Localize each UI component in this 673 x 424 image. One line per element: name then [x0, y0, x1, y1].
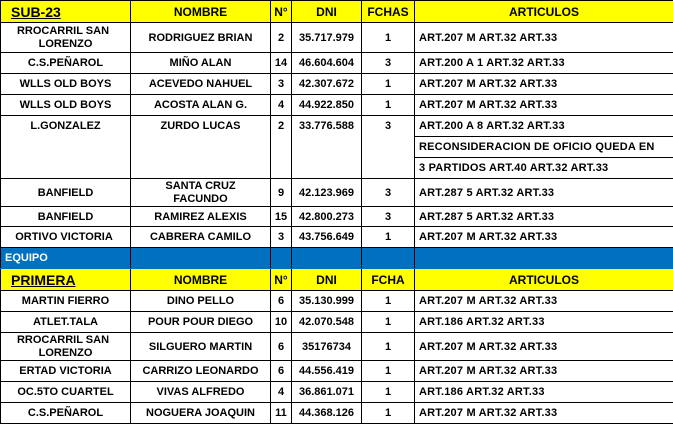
- table-row: [1, 312, 673, 333]
- player-dni: 43.756.649: [292, 227, 362, 248]
- club-cell: WLLS OLD BOYS: [1, 95, 131, 116]
- dates-count: 1: [362, 23, 415, 53]
- club-line: LORENZO: [3, 38, 128, 51]
- club-cell: BANFIELD: [1, 207, 131, 227]
- table-row-continuation: [1, 158, 673, 179]
- empty-cell: [1, 158, 131, 179]
- player-number: 14: [271, 53, 292, 74]
- club-cell: L.GONZALEZ: [1, 116, 131, 137]
- club-cell: [1, 23, 131, 53]
- dates-count: 1: [362, 333, 415, 361]
- dates-count: 1: [362, 291, 415, 312]
- player-number: 15: [271, 207, 292, 227]
- articles: ART.186 ART.32 ART.33: [415, 312, 673, 333]
- club-cell: [1, 333, 131, 361]
- empty-cell: [292, 158, 362, 179]
- articles: ART.207 M ART.32 ART.33: [415, 95, 673, 116]
- table-row: [1, 361, 673, 382]
- table-row: [1, 382, 673, 403]
- col-header-dni: DNI: [292, 1, 362, 23]
- col-header-n: N°: [271, 1, 292, 23]
- separator-label: EQUIPO: [1, 248, 131, 269]
- dates-count: 1: [362, 227, 415, 248]
- player-dni: 36.861.071: [292, 382, 362, 403]
- player-dni: 44.368.126: [292, 403, 362, 424]
- table-row: [1, 179, 673, 207]
- player-name: ZURDO LUCAS: [131, 116, 271, 137]
- player-dni: 35176734: [292, 333, 362, 361]
- club-line: LORENZO: [3, 347, 128, 360]
- club-name: ORTIVO VICTORIA: [1, 231, 131, 243]
- player-name: SILGUERO MARTIN: [131, 333, 271, 361]
- player-dni: 35.717.979: [292, 23, 362, 53]
- col-header-nombre: NOMBRE: [131, 269, 271, 291]
- table-row: [1, 291, 673, 312]
- col-header-fechas: FCHAS: [362, 1, 415, 23]
- player-number: 4: [271, 382, 292, 403]
- player-dni: 42.070.548: [292, 312, 362, 333]
- player-number: 2: [271, 116, 292, 137]
- articles: ART.287 5 ART.32 ART.33: [415, 179, 673, 207]
- empty-cell: [292, 137, 362, 158]
- sub23-header-row: [1, 1, 673, 23]
- player-number: 2: [271, 23, 292, 53]
- empty-cell: [271, 158, 292, 179]
- empty-cell: [362, 248, 415, 269]
- dates-count: 1: [362, 382, 415, 403]
- player-name: ACOSTA ALAN G.: [131, 95, 271, 116]
- player-number: 10: [271, 312, 292, 333]
- col-header-nombre: NOMBRE: [131, 1, 271, 23]
- dates-count: 3: [362, 207, 415, 227]
- player-dni: 35.130.999: [292, 291, 362, 312]
- articles: ART.287 5 ART.32 ART.33: [415, 207, 673, 227]
- club-name: ERTAD VICTORIA: [1, 365, 131, 377]
- dates-count: 1: [362, 95, 415, 116]
- col-header-fechas: FCHA: [362, 269, 415, 291]
- empty-cell: [292, 248, 362, 269]
- empty-cell: [131, 248, 271, 269]
- empty-cell: [362, 137, 415, 158]
- articles: ART.207 M ART.32 ART.33: [415, 74, 673, 95]
- articles: ART.200 A 8 ART.32 ART.33: [415, 116, 673, 137]
- col-header-n: N°: [271, 269, 292, 291]
- player-dni: 42.123.969: [292, 179, 362, 207]
- articles: ART.200 A 1 ART.32 ART.33: [415, 53, 673, 74]
- articles: ART.207 M ART.32 ART.33: [415, 291, 673, 312]
- table-row: [1, 207, 673, 227]
- col-header-articulos: ARTICULOS: [415, 269, 673, 291]
- category-title: PRIMERA: [1, 269, 131, 291]
- dates-count: 1: [362, 312, 415, 333]
- player-dni: 42.800.273: [292, 207, 362, 227]
- dates-count: 3: [362, 53, 415, 74]
- category-title: SUB-23: [1, 1, 131, 23]
- empty-cell: [271, 248, 292, 269]
- player-name: RAMIREZ ALEXIS: [131, 207, 271, 227]
- dates-count: 3: [362, 116, 415, 137]
- empty-cell: [131, 137, 271, 158]
- club-cell: WLLS OLD BOYS: [1, 74, 131, 95]
- club-cell: [1, 361, 131, 382]
- table-row: [1, 23, 673, 53]
- club-cell: OC.5TO CUARTEL: [1, 382, 131, 403]
- table-row: [1, 53, 673, 74]
- empty-cell: [271, 137, 292, 158]
- empty-cell: [1, 137, 131, 158]
- player-number: 9: [271, 179, 292, 207]
- player-dni: 33.776.588: [292, 116, 362, 137]
- dates-count: 1: [362, 403, 415, 424]
- club-line: RROCARRIL SAN: [1, 25, 131, 38]
- player-number: 3: [271, 74, 292, 95]
- club-cell: C.S.PEÑAROL: [1, 53, 131, 74]
- player-number: 6: [271, 333, 292, 361]
- player-name: DINO PELLO: [131, 291, 271, 312]
- player-name-line: FACUNDO: [133, 193, 268, 206]
- table-row: [1, 227, 673, 248]
- table-row: [1, 403, 673, 424]
- player-name: VIVAS ALFREDO: [131, 382, 271, 403]
- player-name: POUR POUR DIEGO: [131, 312, 271, 333]
- club-cell: MARTIN FIERRO: [1, 291, 131, 312]
- dates-count: 1: [362, 74, 415, 95]
- player-number: 11: [271, 403, 292, 424]
- player-name: [131, 179, 271, 207]
- player-number: 4: [271, 95, 292, 116]
- table-row-continuation: [1, 137, 673, 158]
- articles: ART.207 M ART.32 ART.33: [415, 361, 673, 382]
- player-number: 6: [271, 361, 292, 382]
- table-row: [1, 116, 673, 137]
- primera-header-row: [1, 269, 673, 291]
- player-name: CARRIZO LEONARDO: [131, 361, 271, 382]
- articles: ART.207 M ART.32 ART.33: [415, 403, 673, 424]
- dates-count: 1: [362, 361, 415, 382]
- player-name: MIÑO ALAN: [131, 53, 271, 74]
- section-separator: [1, 248, 673, 269]
- player-dni: 44.556.419: [292, 361, 362, 382]
- articles: ART.186 ART.32 ART.33: [415, 382, 673, 403]
- player-dni: 44.922.850: [292, 95, 362, 116]
- club-line: RROCARRIL SAN: [1, 334, 131, 347]
- player-dni: 46.604.604: [292, 53, 362, 74]
- col-header-articulos: ARTICULOS: [415, 1, 673, 23]
- dates-count: 3: [362, 179, 415, 207]
- col-header-dni: DNI: [292, 269, 362, 291]
- articles: ART.207 M ART.32 ART.33: [415, 333, 673, 361]
- player-name: CABRERA CAMILO: [131, 227, 271, 248]
- articles: ART.207 M ART.32 ART.33: [415, 227, 673, 248]
- articles: ART.207 M ART.32 ART.33: [415, 23, 673, 53]
- empty-cell: [415, 248, 673, 269]
- club-cell: BANFIELD: [1, 179, 131, 207]
- empty-cell: [131, 158, 271, 179]
- articles: 3 PARTIDOS ART.40 ART.32 ART.33: [415, 158, 673, 179]
- player-name: ACEVEDO NAHUEL: [131, 74, 271, 95]
- club-cell: C.S.PEÑAROL: [1, 403, 131, 424]
- player-number: 3: [271, 227, 292, 248]
- player-name: NOGUERA JOAQUIN: [131, 403, 271, 424]
- player-name: RODRIGUEZ BRIAN: [131, 23, 271, 53]
- player-dni: 42.307.672: [292, 74, 362, 95]
- empty-cell: [362, 158, 415, 179]
- articles: RECONSIDERACION DE OFICIO QUEDA EN: [415, 137, 673, 158]
- player-number: 6: [271, 291, 292, 312]
- player-name-line: SANTA CRUZ: [133, 180, 268, 193]
- club-cell: ATLET.TALA: [1, 312, 131, 333]
- club-cell: [1, 227, 131, 248]
- table-row: [1, 95, 673, 116]
- table-row: [1, 333, 673, 361]
- table-row: [1, 74, 673, 95]
